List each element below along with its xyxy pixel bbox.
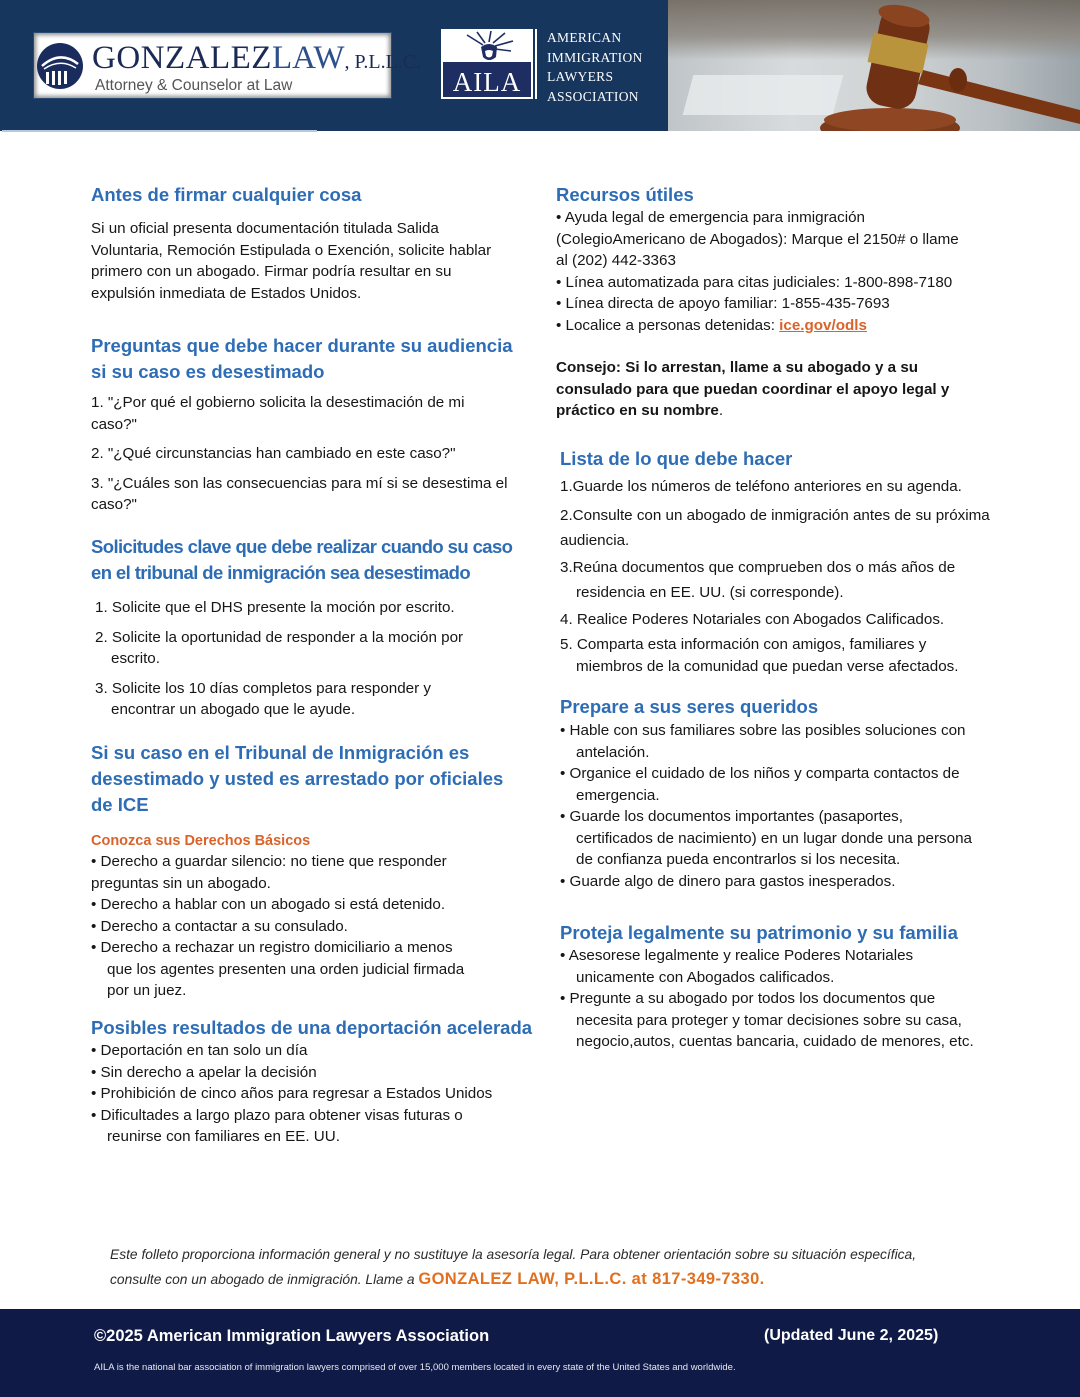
section-heading-todo: Lista de lo que debe hacer (560, 448, 793, 469)
tip-line: práctico en su nombre (556, 402, 719, 419)
paragraph-line: primero con un abogado. Firmar podría resultar en su (91, 263, 452, 280)
paragraph-line: expulsión inmediata de Estados Unidos. (91, 284, 362, 302)
protect-list (560, 945, 974, 1053)
list-item-line: 2. Solicite la oportunidad de responder a la moción por (95, 628, 464, 646)
disclaimer (110, 1243, 1010, 1292)
list-item (560, 871, 972, 893)
list-item-line: 3. "¿Cuáles son las consecuencias para mí si se desestima el (91, 474, 508, 492)
list-item-line: antelación. (576, 743, 650, 761)
prepare-list (560, 720, 972, 892)
resource-line: al (202) 442-3363 (556, 252, 676, 269)
list-item-line: 1.Guarde los números de teléfono anteriores en su agenda. (560, 478, 962, 495)
list-item-line: 1. "¿Por qué el gobierno solicita la desestimación de mi (91, 394, 465, 411)
updated-date: (Updated June 2, 2025) (764, 1327, 939, 1344)
section-heading-before-signing: Antes de firmar cualquier cosa (91, 184, 362, 205)
heading-line: en el tribunal de inmigración sea desestimado (91, 562, 471, 583)
list-item-line: necesita para proteger y tomar decisiones sobre su casa, (576, 1011, 962, 1029)
list-item-line: • Asesorese legalmente y realice Poderes Notariales (560, 947, 914, 964)
list-item-line: 1. Solicite que el DHS presente la moción por escrito. (95, 599, 455, 616)
tip-period: . (718, 402, 724, 419)
aila-name-line: ASSOCIATION (547, 88, 639, 104)
list-item-line: • Organice el cuidado de los niños y comparta contactos de (560, 765, 960, 782)
paragraph-line: Si un oficial presenta documentación titulada Salida (91, 220, 439, 237)
list-item-line: negocio,autos, cuentas bancaria, cuidado de menores, etc. (576, 1033, 974, 1050)
list-item-line: certificados de nacimiento) en un lugar donde una persona (576, 829, 972, 847)
header-banner (0, 0, 1080, 131)
section-heading-prepare: Prepare a sus seres queridos (560, 696, 819, 717)
list-item (560, 634, 1030, 677)
list-item (560, 555, 1030, 605)
list-item (91, 443, 508, 465)
resource-line: • Ayuda legal de emergencia para inmigración (556, 209, 865, 226)
list-item (560, 763, 972, 806)
section-heading-resources: Recursos útiles (556, 184, 694, 205)
list-item-line: audiencia. (560, 532, 630, 549)
firm-name-law: LAW (271, 40, 345, 76)
gonzalez-law-logo (33, 32, 422, 99)
heading-line: Preguntas que debe hacer durante su audiencia (91, 335, 513, 356)
list-item (91, 473, 508, 516)
list-item-line: • Guarde algo de dinero para gastos inesperados. (560, 872, 896, 890)
aila-name-line: LAWYERS (547, 69, 614, 84)
aila-about-text: AILA is the national bar association of immigration lawyers comprised of over 15,000 members located in every state of the United States and worldwide. (94, 1362, 736, 1373)
disclaimer-line: Este folleto proporciona información general y no sustituye la asesoría legal. Para obtener orientación sobre su situación específica, (110, 1247, 917, 1262)
list-item-line: caso?" (91, 496, 137, 513)
resource-line: • Línea directa de apoyo familiar: 1-855-435-7693 (556, 295, 890, 312)
list-item-line: 3.Reúna documentos que comprueben dos o más años de (560, 559, 956, 576)
section-heading-expedited-removal: Posibles resultados de una deportación acelerada (91, 1017, 533, 1038)
list-item (91, 1062, 492, 1084)
rights-list (91, 851, 464, 1002)
list-item-line: 2. "¿Qué circunstancias han cambiado en este caso?" (91, 445, 456, 462)
aila-divider (535, 29, 537, 99)
list-item-line: • Dificultades a largo plazo para obtener visas futuras o (91, 1106, 463, 1124)
list-item-line: 5. Comparta esta información con amigos, familiares y (560, 636, 927, 653)
list-item (91, 851, 464, 894)
list-item-line: 3. Solicite los 10 días completos para responder y (95, 679, 431, 697)
list-item-line: encontrar un abogado que le ayude. (111, 701, 356, 718)
list-item (91, 392, 508, 435)
heading-line: si su caso es desestimado (91, 361, 325, 382)
heading-line: Solicitudes clave que debe realizar cuando su caso (91, 536, 513, 557)
list-item-line: • Hable con sus familiares sobre las posibles soluciones con (560, 722, 966, 739)
list-item (95, 627, 463, 670)
list-item-line: por un juez. (107, 982, 187, 999)
section-heading-if-arrested (91, 740, 503, 818)
list-item-line: miembros de la comunidad que puedan verse afectados. (576, 657, 959, 675)
footer (0, 1309, 1080, 1397)
resource-line-locate (556, 315, 959, 337)
tip-line: Consejo: Si lo arrestan, llame a su abogado y a su (556, 359, 919, 376)
list-item (560, 945, 974, 988)
tip-line: consulado para que puedan coordinar el apoyo legal y (556, 380, 950, 398)
disclaimer-call-prefix: consulte con un abogado de inmigración. Llame a (110, 1272, 419, 1287)
list-item-line: residencia en EE. UU. (si corresponde). (576, 584, 844, 601)
firm-phone-callout: GONZALEZ LAW, P.L.L.C. at 817-349-7330. (418, 1270, 765, 1288)
resource-line: • Línea automatizada para citas judiciales: 1-800-898-7180 (556, 273, 953, 291)
aila-name-line: AMERICAN (547, 30, 622, 45)
todo-list (560, 474, 1030, 677)
resource-line: (ColegioAmericano de Abogados): Marque el 2150# o llame (556, 230, 959, 248)
list-item-line: caso?" (91, 415, 137, 433)
paragraph-line: Voluntaria, Remoción Estipulada o Exención, solicite hablar (91, 241, 492, 259)
expedited-outcomes-list (91, 1040, 492, 1148)
aila-name-line: IMMIGRATION (547, 49, 643, 65)
list-item-line: 2.Consulte con un abogado de inmigración antes de su próxima (560, 507, 990, 524)
list-item-line: emergencia. (576, 786, 660, 804)
header-underline (2, 130, 317, 132)
heading-line: desestimado y usted es arrestado por oficiales (91, 768, 504, 789)
aila-acronym: AILA (452, 67, 522, 97)
subheading-know-your-rights: Conozca sus Derechos Básicos (91, 833, 311, 849)
list-item (95, 678, 463, 721)
section-heading-key-requests (91, 534, 512, 586)
heading-line: de ICE (91, 794, 149, 815)
list-item (91, 916, 464, 938)
list-item (91, 1105, 492, 1148)
ice-locator-link[interactable]: ice.gov/odls (779, 316, 867, 334)
list-item (91, 1040, 492, 1062)
list-item-line: • Derecho a hablar con un abogado si está detenido. (91, 896, 446, 913)
list-item (560, 720, 972, 763)
copyright-text: ©2025 American Immigration Lawyers Association (94, 1327, 490, 1345)
aila-logo (441, 29, 533, 99)
before-signing-paragraph (91, 218, 536, 304)
firm-name-suffix: , P.L.L.C. (344, 51, 422, 73)
list-item-line: • Pregunte a su abogado por todos los documentos que (560, 990, 936, 1007)
resources-list (556, 207, 959, 336)
list-item (560, 503, 1030, 553)
firm-name-gonzalez: GONZALEZ (92, 40, 272, 76)
list-item-line: que los agentes presenten una orden judicial firmada (107, 960, 465, 978)
section-heading-questions (91, 333, 513, 385)
list-item (91, 1083, 492, 1105)
list-item (91, 937, 464, 1002)
list-item-line: 4. Realice Poderes Notariales con Abogados Calificados. (560, 611, 945, 628)
list-item-line: • Sin derecho a apelar la decisión (91, 1063, 317, 1081)
list-item (91, 894, 464, 916)
list-item-line: preguntas sin un abogado. (91, 874, 271, 892)
aila-full-name (547, 28, 643, 106)
list-item (560, 607, 1030, 632)
list-item-line: • Derecho a contactar a su consulado. (91, 917, 348, 935)
list-item (560, 806, 972, 871)
firm-name (92, 42, 421, 75)
list-item-line: • Derecho a guardar silencio: no tiene que responder (91, 853, 447, 870)
list-item (560, 474, 1030, 499)
questions-list (91, 392, 508, 516)
courthouse-column-icon (36, 42, 84, 90)
list-item-line: • Prohibición de cinco años para regresar a Estados Unidos (91, 1085, 493, 1102)
heading-line: Si su caso en el Tribunal de Inmigración es (91, 742, 470, 763)
gavel-icon (668, 0, 1080, 131)
key-requests-list (95, 597, 463, 721)
firm-tagline: Attorney & Counselor at Law (95, 77, 293, 94)
list-item-line: de confianza pueda encontrarlos si los necesita. (576, 851, 901, 868)
list-item-line: • Guarde los documentos importantes (pasaportes, (560, 808, 903, 825)
disclaimer-line (110, 1267, 1010, 1292)
tip-paragraph (556, 357, 949, 422)
list-item-line: escrito. (111, 650, 160, 667)
list-item-line: • Derecho a rechazar un registro domiciliario a menos (91, 939, 453, 956)
gavel-photo (668, 0, 1080, 131)
list-item-line: unicamente con Abogados calificados. (576, 968, 835, 986)
list-item-line: reunirse con familiares en EE. UU. (107, 1128, 340, 1145)
list-item (95, 597, 463, 619)
list-item-line: • Deportación en tan solo un día (91, 1042, 308, 1059)
locate-label: • Localice a personas detenidas: (556, 316, 780, 334)
list-item (560, 988, 974, 1053)
section-heading-protect: Proteja legalmente su patrimonio y su familia (560, 922, 958, 943)
